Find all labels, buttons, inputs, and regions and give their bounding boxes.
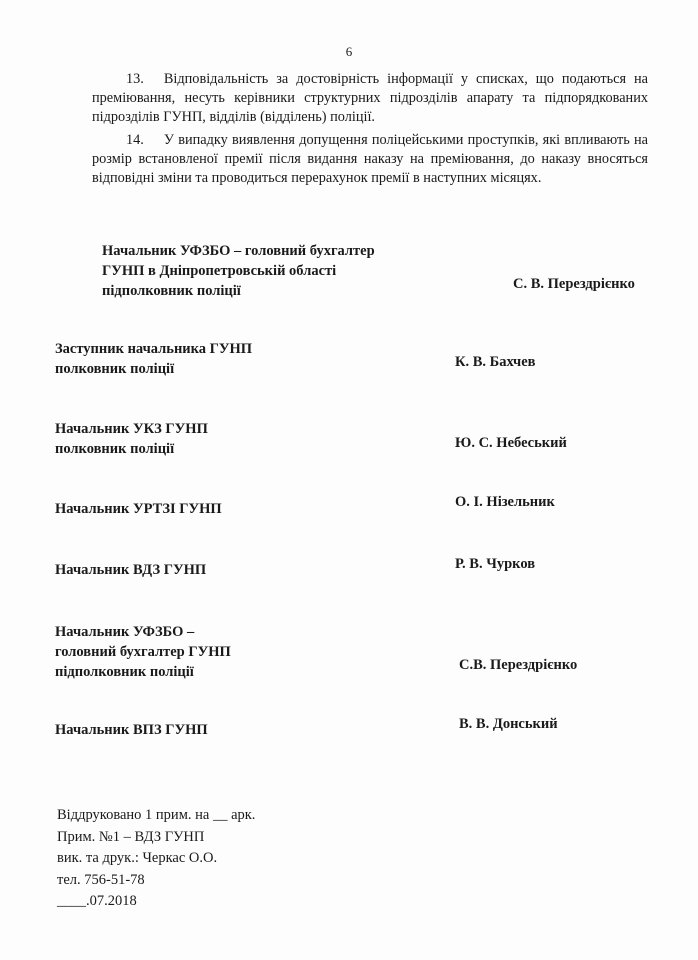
footer-line: ____.07.2018 xyxy=(57,893,137,909)
signature-title-line: Начальник УКЗ ГУНП xyxy=(55,421,208,437)
signature-title-ufzbo-chief-accountant xyxy=(102,241,375,301)
signature-title-line: Начальник УРТЗІ ГУНП xyxy=(55,501,222,517)
print-info-footer xyxy=(57,805,255,913)
signature-title-deputy-chief xyxy=(55,339,252,379)
signature-title-line: ГУНП в Дніпропетровській області xyxy=(102,263,337,279)
paragraph-number: 14. xyxy=(126,132,144,148)
signatory-name: Ю. С. Небеський xyxy=(455,435,567,451)
paragraph-13 xyxy=(92,70,648,127)
signature-title-line: підполковник поліції xyxy=(102,283,241,299)
signature-title-line: Начальник УФЗБО – головний бухгалтер xyxy=(102,243,375,259)
footer-line: вик. та друк.: Черкас О.О. xyxy=(57,850,218,866)
paragraph-14 xyxy=(92,131,648,188)
signatory-name: К. В. Бахчев xyxy=(455,354,536,370)
footer-line: Віддруковано 1 прим. на __ арк. xyxy=(57,807,256,823)
page-number: 6 xyxy=(345,44,353,59)
signatory-name: О. І. Нізельник xyxy=(455,494,555,510)
signature-title-line: Заступник начальника ГУНП xyxy=(55,341,253,357)
signature-title-line: полковник поліції xyxy=(55,361,175,377)
paragraph-number: 13. xyxy=(126,71,144,87)
signature-title-line: підполковник поліції xyxy=(55,664,194,680)
signature-title-line: Начальник ВПЗ ГУНП xyxy=(55,722,208,738)
signature-title-vpz-chief xyxy=(55,720,208,740)
signature-title-line: полковник поліції xyxy=(55,441,175,457)
footer-line: тел. 756-51-78 xyxy=(57,871,145,888)
signatory-name: С. В. Перездрієнко xyxy=(513,276,635,292)
signature-title-urtzi-chief xyxy=(55,499,222,519)
signatory-name: В. В. Донський xyxy=(459,716,558,732)
signatory-name: Р. В. Чурков xyxy=(455,556,536,572)
paragraph-text: У випадку виявлення допущення поліцейськими проступків, які впливають на розмір встановленої премії після видання наказу на преміювання, до наказу вносяться відповідні зміни та проводиться перерахунок премії в наступних місяцях. xyxy=(92,132,648,186)
signatory-name: С.В. Перездрієнко xyxy=(459,657,578,673)
paragraph-text: Відповідальність за достовірність інформації у списках, що подаються на преміювання, несуть керівники структурних підрозділів апарату та підпорядкованих підрозділів ГУНП, відділів (відділень) поліції. xyxy=(92,71,648,125)
signature-title-line: Начальник ВДЗ ГУНП xyxy=(55,562,207,578)
signature-title-line: Начальник УФЗБО – xyxy=(55,624,195,640)
footer-line: Прим. №1 – ВДЗ ГУНП xyxy=(57,828,205,845)
signature-title-vdz-chief xyxy=(55,560,206,580)
signature-title-line: головний бухгалтер ГУНП xyxy=(55,644,231,660)
signature-title-ukz-chief xyxy=(55,419,208,459)
signature-title-ufzbo-chief xyxy=(55,622,231,682)
